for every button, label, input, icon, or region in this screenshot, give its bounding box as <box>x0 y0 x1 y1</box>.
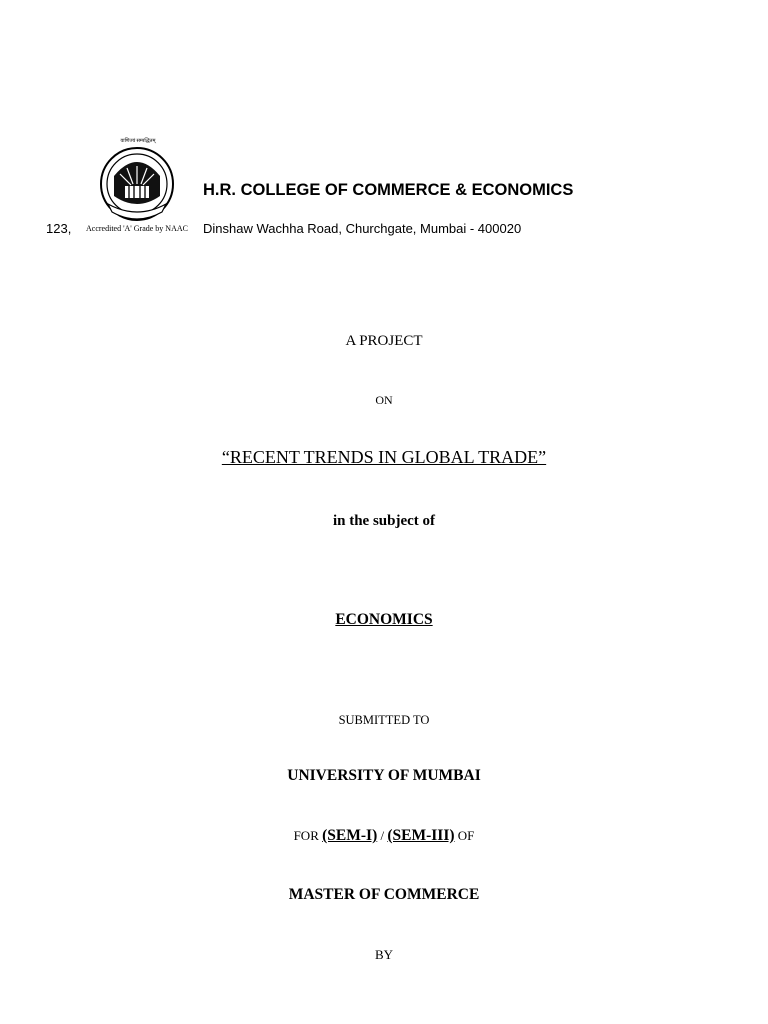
sem-separator: / <box>380 828 385 843</box>
by-label: BY <box>374 947 394 962</box>
address-number: 123, <box>46 221 72 236</box>
for-label: FOR <box>293 828 319 843</box>
college-crest-icon <box>92 138 182 226</box>
logo-motto: वाणिज्यं सम्पद्धितम् <box>120 139 156 144</box>
project-label: A PROJECT <box>345 333 423 349</box>
college-name: H.R. COLLEGE OF COMMERCE & ECONOMICS <box>203 181 574 199</box>
college-address: Dinshaw Wachha Road, Churchgate, Mumbai - 400020 <box>203 221 522 236</box>
of-label: OF <box>457 828 475 843</box>
degree-name: MASTER OF COMMERCE <box>288 886 480 903</box>
sem-option-1: (SEM-I) <box>322 827 378 844</box>
on-label: ON <box>375 393 393 407</box>
sem-option-2: (SEM-III) <box>387 827 455 844</box>
university-name: UNIVERSITY OF MUMBAI <box>287 767 481 784</box>
subject-intro: in the subject of <box>332 513 436 529</box>
college-logo <box>92 138 182 226</box>
submitted-to-label: SUBMITTED TO <box>338 713 430 727</box>
project-title: “RECENT TRENDS IN GLOBAL TRADE” <box>221 447 547 467</box>
semester-line <box>0 827 768 845</box>
subject-name: ECONOMICS <box>335 611 433 628</box>
naac-accreditation: Accredited 'A' Grade by NAAC <box>86 224 188 233</box>
